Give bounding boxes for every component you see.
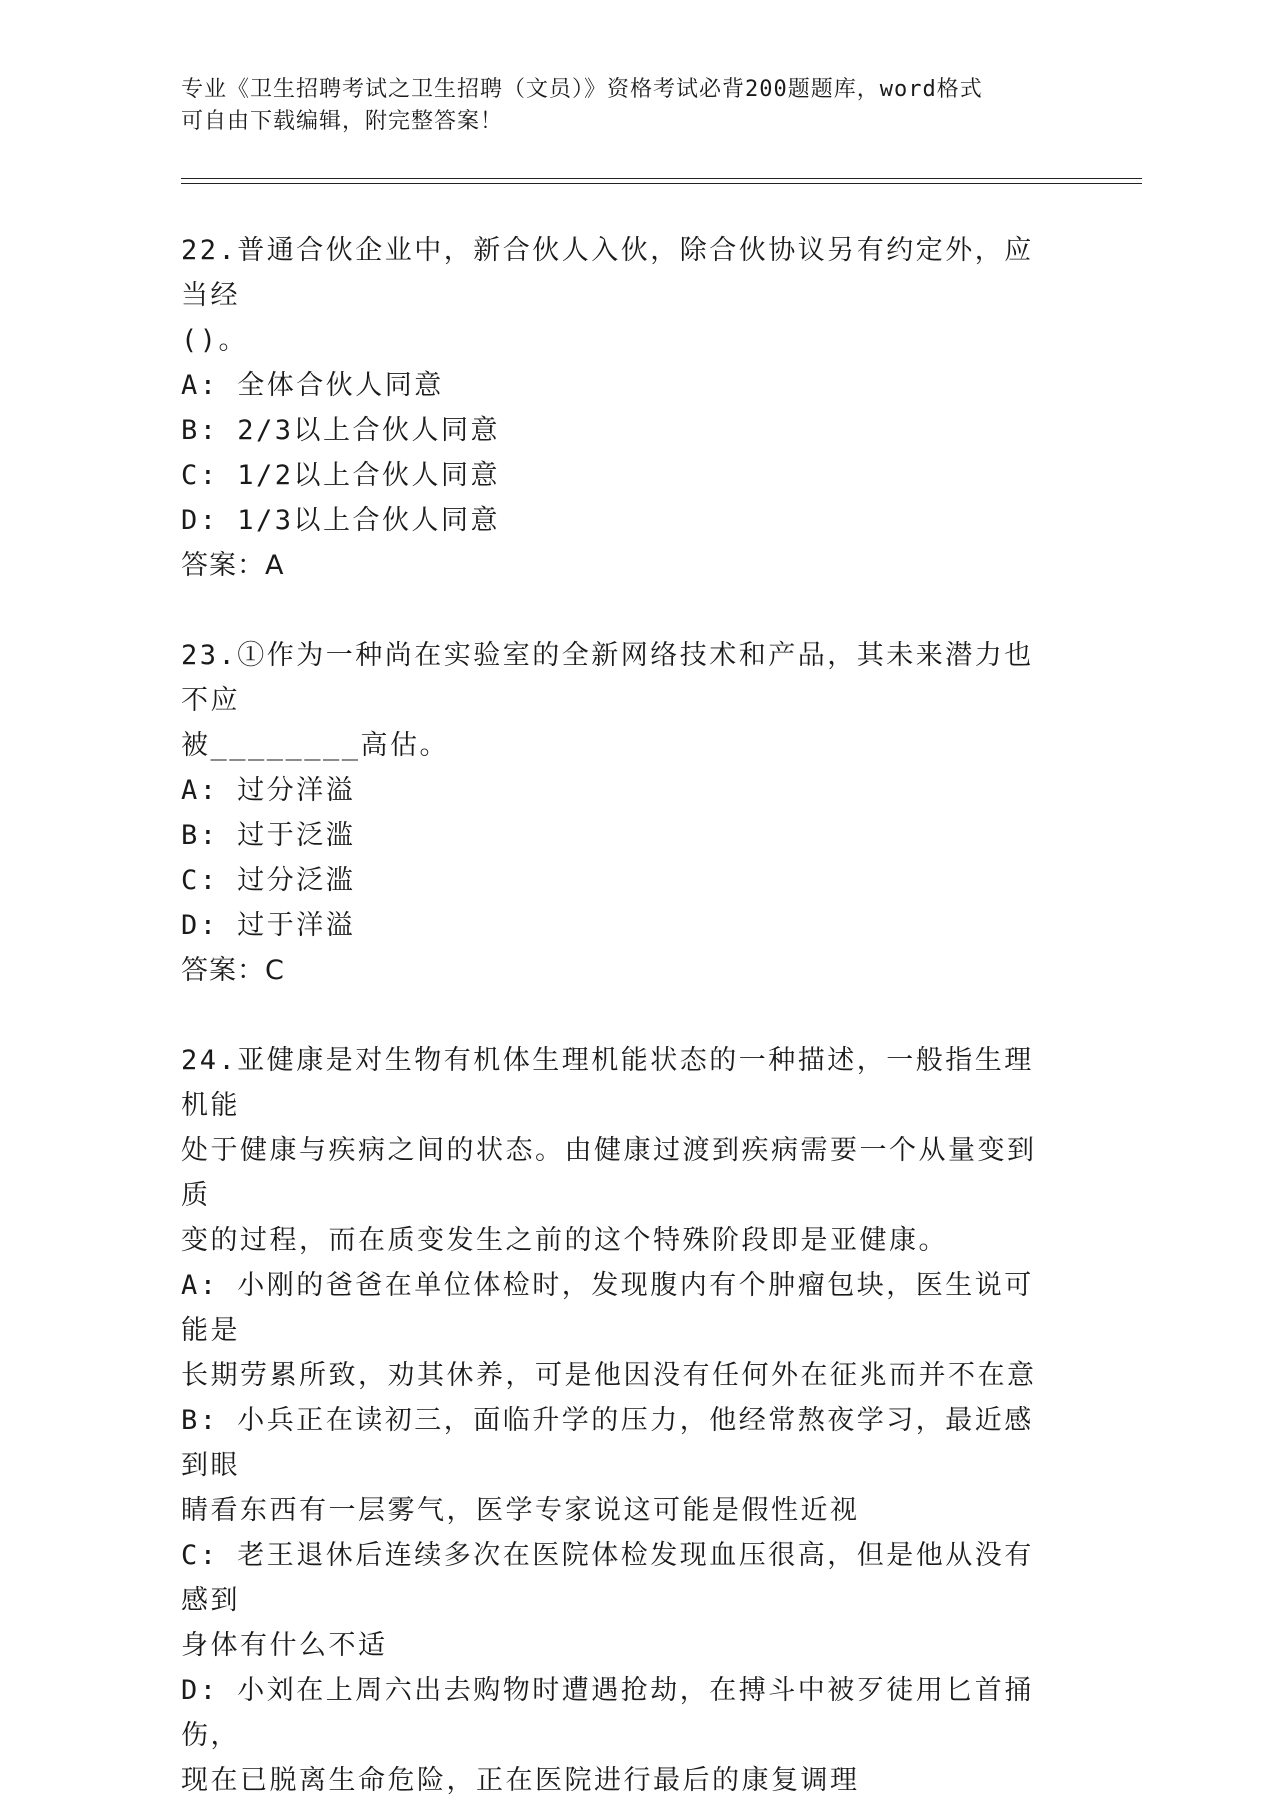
option-d: D: 1/3以上合伙人同意 <box>181 505 501 536</box>
option-b: B: 2/3以上合伙人同意 <box>181 415 501 446</box>
question-stem-line: 处于健康与疾病之间的状态。由健康过渡到疾病需要一个从量变到质 <box>181 1135 1037 1211</box>
option-a: A: 小刚的爸爸在单位体检时，发现腹内有个肿瘤包块，医生说可能是 <box>181 1270 1034 1346</box>
option-b: B: 小兵正在读初三，面临升学的压力，他经常熬夜学习，最近感到眼 <box>181 1405 1034 1481</box>
answer-line: 答案：A <box>181 550 285 581</box>
question-stem-line: 22.普通合伙企业中，新合伙人入伙，除合伙协议另有约定外，应当经 <box>181 235 1034 311</box>
question-spacer <box>181 588 1061 633</box>
option-d: D: 过于洋溢 <box>181 910 356 941</box>
document-header <box>181 74 1041 138</box>
option-d-continued: 现在已脱离生命危险，正在医院进行最后的康复调理 <box>181 1765 860 1796</box>
question-stem-line: 被________高估。 <box>181 730 450 761</box>
question-stem <box>181 633 1061 768</box>
question-stem-line: 23.①作为一种尚在实验室的全新网络技术和产品，其未来潜力也不应 <box>181 640 1034 716</box>
option-a: A: 全体合伙人同意 <box>181 370 444 401</box>
option-b-continued: 睛看东西有一层雾气，医学专家说这可能是假性近视 <box>181 1495 860 1526</box>
option-a: A: 过分洋溢 <box>181 775 356 806</box>
option-a-continued: 长期劳累所致，劝其休养，可是他因没有任何外在征兆而并不在意 <box>181 1360 1037 1391</box>
answer-line: 答案：C <box>181 955 285 986</box>
header-line-2: 可自由下载编辑，附完整答案！ <box>181 109 504 134</box>
option-c: C: 老王退休后连续多次在医院体检发现血压很高，但是他从没有感到 <box>181 1540 1034 1616</box>
question-stem-line: 24.亚健康是对生物有机体生理机能状态的一种描述，一般指生理机能 <box>181 1045 1034 1121</box>
option-c: C: 过分泛滥 <box>181 865 356 896</box>
question-stem-line: ()。 <box>181 325 249 356</box>
question-23 <box>181 633 1061 993</box>
header-line-1: 专业《卫生招聘考试之卫生招聘（文员）》资格考试必背200题题库，word格式 <box>181 77 983 102</box>
question-22 <box>181 228 1061 588</box>
header-double-rule <box>181 178 1142 184</box>
option-c: C: 1/2以上合伙人同意 <box>181 460 501 491</box>
option-c-continued: 身体有什么不适 <box>181 1630 388 1661</box>
question-spacer <box>181 993 1061 1038</box>
question-24 <box>181 1038 1061 1803</box>
question-stem-line: 变的过程，而在质变发生之前的这个特殊阶段即是亚健康。 <box>181 1225 948 1256</box>
option-b: B: 过于泛滥 <box>181 820 356 851</box>
option-d: D: 小刘在上周六出去购物时遭遇抢劫，在搏斗中被歹徒用匕首捅伤， <box>181 1675 1034 1751</box>
question-stem <box>181 1038 1061 1263</box>
question-stem <box>181 228 1061 363</box>
question-list <box>181 228 1061 1803</box>
